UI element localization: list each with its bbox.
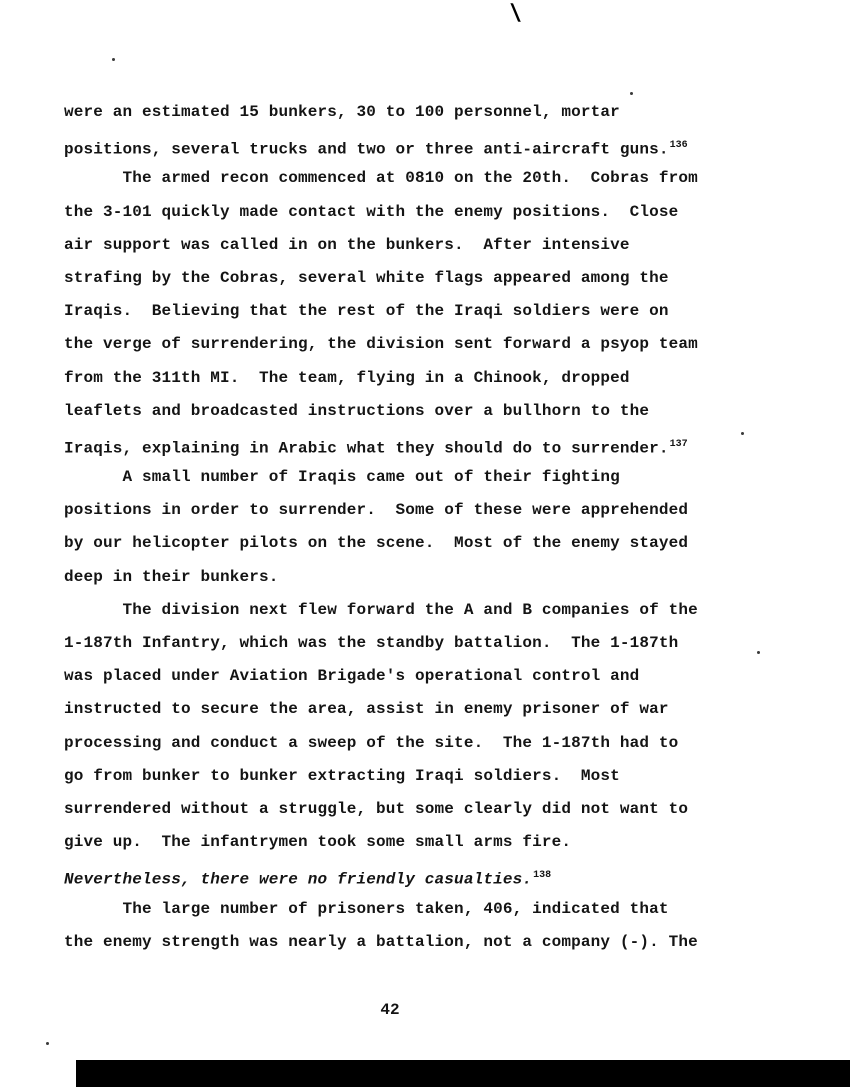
text-line-content: Nevertheless, there were no friendly casualties. [64, 870, 533, 889]
text-line-content: deep in their bunkers. [64, 567, 279, 586]
text-line [64, 893, 786, 926]
text-line [64, 229, 786, 262]
footnote-marker: 136 [669, 140, 688, 152]
scan-edge-bar [76, 1060, 850, 1087]
paragraph [64, 461, 786, 594]
text-line-content: the 3-101 quickly made contact with the enemy positions. Close [64, 202, 679, 221]
text-line [64, 859, 786, 892]
text-line [64, 727, 786, 760]
footnote-marker: 137 [669, 438, 688, 450]
text-line [64, 395, 786, 428]
paragraph [64, 594, 786, 893]
text-line-content: were an estimated 15 bunkers, 30 to 100 personnel, mortar [64, 103, 620, 121]
text-line-content: 1-187th Infantry, which was the standby battalion. The 1-187th [64, 634, 679, 652]
text-line [64, 594, 786, 627]
text-line-content: air support was called in on the bunkers. After intensive [64, 235, 630, 254]
paragraph [64, 893, 786, 959]
text-line [64, 461, 786, 494]
text-line-content: surrendered without a struggle, but some clearly did not want to [64, 799, 689, 818]
text-line [64, 96, 786, 129]
text-line-content: strafing by the Cobras, several white flags appeared among the [64, 268, 669, 287]
scan-artifact-dot [112, 58, 115, 61]
text-line-content: Iraqis. Believing that the rest of the Iraqi soldiers were on [64, 302, 669, 321]
text-line [64, 295, 786, 328]
text-line-content: by our helicopter pilots on the scene. Most of the enemy stayed [64, 534, 689, 553]
text-line-content: was placed under Aviation Brigade's operational control and [64, 667, 640, 686]
text-line-content: positions in order to surrender. Some of these were apprehended [64, 501, 689, 520]
page-number: 42 [380, 1001, 400, 1019]
text-line [64, 693, 786, 726]
text-line-content: from the 311th MI. The team, flying in a Chinook, dropped [64, 368, 630, 387]
text-line-content: positions, several trucks and two or three anti-aircraft guns. [64, 140, 669, 159]
text-line [64, 328, 786, 361]
text-line [64, 527, 786, 560]
text-line-content: instructed to secure the area, assist in enemy prisoner of war [64, 700, 669, 719]
text-line-content: The armed recon commenced at 0810 on the 20th. Cobras from [64, 169, 698, 188]
text-line [64, 494, 786, 527]
paragraph [64, 96, 786, 162]
text-line-content: the enemy strength was nearly a battalion, not a company (-). The [64, 932, 698, 951]
text-line [64, 760, 786, 793]
text-line-content: The large number of prisoners taken, 406, indicated that [64, 899, 669, 918]
scan-artifact-dot [46, 1042, 49, 1045]
text-line [64, 793, 786, 826]
text-line-content: leaflets and broadcasted instructions over a bullhorn to the [64, 401, 650, 420]
text-line-content: processing and conduct a sweep of the site. The 1-187th had to [64, 733, 679, 752]
text-line [64, 196, 786, 229]
text-line [64, 428, 786, 461]
text-line [64, 262, 786, 295]
text-line [64, 627, 786, 660]
text-line [64, 129, 786, 162]
text-line [64, 162, 786, 195]
paragraph [64, 162, 786, 461]
text-line [64, 826, 786, 859]
text-line-content: The division next flew forward the A and B companies of the [64, 600, 698, 619]
scan-artifact-mark: \ [506, 1, 524, 30]
document-body [64, 96, 786, 959]
text-line [64, 660, 786, 693]
scan-artifact-dot [630, 92, 633, 95]
text-line [64, 362, 786, 395]
text-line-content: give up. The infantrymen took some small arms fire. [64, 833, 572, 852]
footnote-marker: 138 [533, 870, 552, 882]
text-line [64, 926, 786, 959]
text-line-content: the verge of surrendering, the division sent forward a psyop team [64, 335, 698, 354]
text-line-content: go from bunker to bunker extracting Iraqi soldiers. Most [64, 766, 620, 785]
text-line-content: A small number of Iraqis came out of their fighting [64, 468, 620, 487]
text-line [64, 561, 786, 594]
text-line-content: Iraqis, explaining in Arabic what they should do to surrender. [64, 439, 669, 458]
